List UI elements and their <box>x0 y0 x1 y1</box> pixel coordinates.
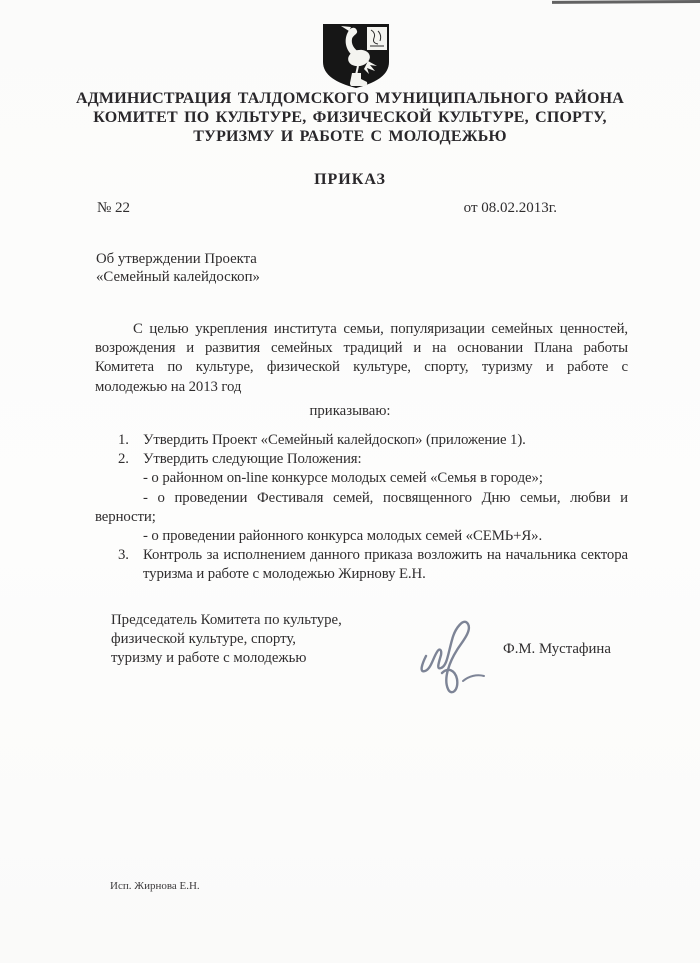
org-name-line-2: КОМИТЕТ ПО КУЛЬТУРЕ, ФИЗИЧЕСКОЙ КУЛЬТУРЕ, СПОРТУ, <box>93 109 607 126</box>
signature-icon <box>412 612 507 712</box>
preamble-line: Комитета по культуре, физической культуре, спорту, туризму и работе с <box>95 359 628 376</box>
item-number: 3. <box>118 547 129 564</box>
org-name-line-1: АДМИНИСТРАЦИЯ ТАЛДОМСКОГО МУНИЦИПАЛЬНОГО РАЙОНА <box>75 90 625 107</box>
org-name-line-3: ТУРИЗМУ И РАБОТЕ С МОЛОДЕЖЬЮ <box>193 128 507 145</box>
preamble-line: С целью укрепления института семьи, популяризации семейных ценностей, <box>133 321 628 337</box>
executor-note: Исп. Жирнова Е.Н. <box>110 880 200 892</box>
list-item <box>95 450 628 469</box>
order-items-list <box>95 431 628 585</box>
list-subitem: - о районном on-line конкурсе молодых семей «Семья в городе»; <box>143 470 543 487</box>
item-number: 1. <box>118 432 129 448</box>
order-date: от 08.02.2013г. <box>463 200 557 216</box>
item-number: 2. <box>118 451 129 468</box>
item-text: Утвердить Проект «Семейный калейдоскоп» (приложение 1). <box>143 432 526 448</box>
organization-header <box>0 89 700 146</box>
decree-word: приказываю: <box>309 403 391 419</box>
preamble-line: возрождения и развития семейных традиций и на основании Плана работы <box>95 340 628 357</box>
signatory-title-line-2: физической культуре, спорту, <box>111 631 296 648</box>
list-subitem-wrap: верности; <box>95 508 156 525</box>
signatory-title-line-3: туризму и работе с молодежью <box>111 650 307 667</box>
subject-line-2: «Семейный калейдоскоп» <box>96 269 260 285</box>
item-text: Контроль за исполнением данного приказа возложить на начальника сектора <box>143 547 628 564</box>
list-item <box>95 546 628 565</box>
preamble-line: молодежью на 2013 год <box>95 378 242 395</box>
order-number-date-row <box>97 200 557 217</box>
order-subject <box>96 250 260 286</box>
list-item-wrap: туризма и работе с молодежью Жирнову Е.Н. <box>143 566 426 583</box>
item-text: Утвердить следующие Положения: <box>143 451 362 468</box>
signatory-name: Ф.М. Мустафина <box>503 641 611 657</box>
signatory-title-line-1: Председатель Комитета по культуре, <box>111 612 342 628</box>
scan-edge-artifact <box>552 0 700 4</box>
preamble-paragraph <box>95 320 628 397</box>
coat-of-arms-icon <box>318 22 394 90</box>
document-type-title: ПРИКАЗ <box>314 171 386 188</box>
list-subitem: - о проведении Фестиваля семей, посвященного Дню семьи, любви и <box>143 489 628 506</box>
list-subitem: - о проведении районного конкурса молодых семей «СЕМЬ+Я». <box>143 528 543 545</box>
list-item <box>95 431 628 450</box>
subject-line-1: Об утверждении Проекта <box>96 251 257 267</box>
order-number: № 22 <box>97 200 131 216</box>
signatory-title <box>111 611 342 669</box>
